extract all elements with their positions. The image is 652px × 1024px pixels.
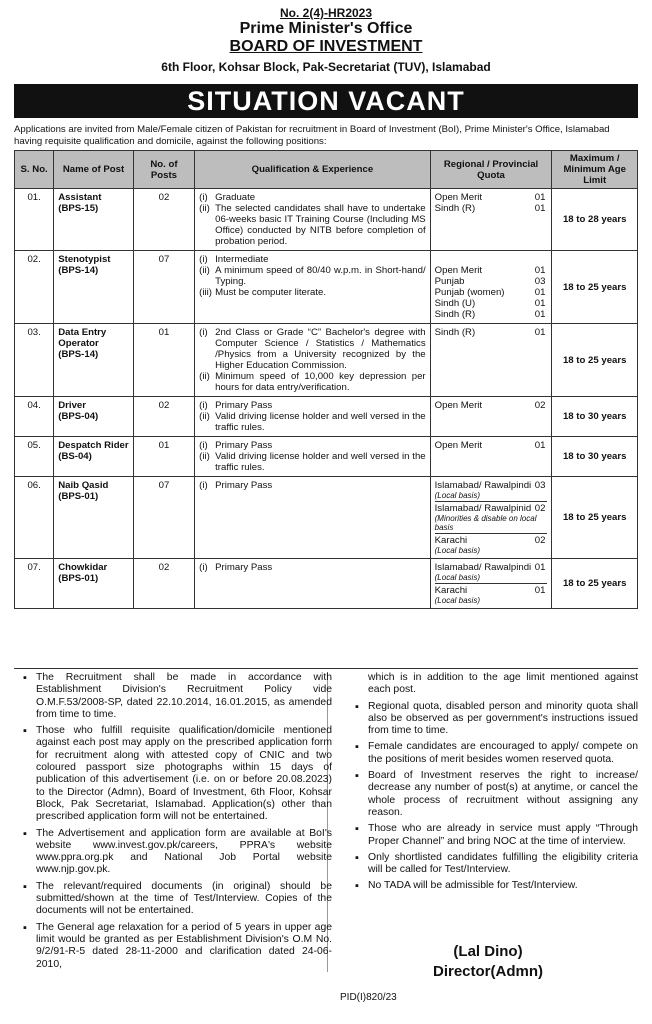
row-quota [430, 324, 552, 397]
note-continuation [346, 672, 638, 697]
table-row [15, 189, 638, 251]
quota-note: (Local basis) [434, 491, 480, 500]
qualification-item [199, 562, 426, 573]
qualification-item [199, 480, 426, 491]
row-post [54, 324, 134, 397]
row-post-count: 02 [133, 189, 194, 251]
qualification-number: (iii) [199, 287, 212, 298]
row-sno: 04. [15, 397, 54, 437]
qualification-number: (ii) [199, 371, 210, 382]
qualification-item [199, 254, 426, 265]
note-text: The relevant/required documents (in original) should be submitted/shown at the time of Test/Interview. Copies of the documents will not be entertained. [36, 880, 332, 917]
bullet-icon: ▪ [23, 725, 27, 738]
note-text: Board of Investment reserves the right to increase/ decrease any number of post(s) at anytime, or cancel the whole process of recruitment without assigning any reason. [368, 770, 638, 818]
qualification-number: (i) [199, 327, 208, 338]
qualification-number: (ii) [199, 203, 210, 214]
intro-paragraph: Applications are invited from Male/Female citizen of Pakistan for recruitment in Board of Investment (BoI), Prime Minister's Office, Islamabad having requisite qualification and domicile, against the following positions: [14, 124, 610, 147]
note-text: Female candidates are encouraged to apply/ compete on the positions of merit besides women reserved quota. [368, 741, 638, 765]
post-grade: (BPS-01) [58, 491, 99, 502]
quota-note: (Local basis) [434, 596, 480, 605]
row-age-limit: 18 to 25 years [552, 324, 638, 397]
row-quota [430, 437, 552, 477]
note-text: No TADA will be admissible for Test/Interview. [368, 880, 578, 892]
qualification-item [199, 265, 426, 287]
header-sno: S. No. [15, 151, 54, 189]
qualification-number: (ii) [199, 451, 210, 462]
row-post [54, 397, 134, 437]
row-post-count: 01 [133, 324, 194, 397]
qualification-number: (i) [199, 440, 208, 451]
notes-divider [14, 668, 638, 669]
quota-item [435, 535, 548, 546]
row-qualification [195, 324, 431, 397]
quota-count: 01 [534, 265, 546, 276]
quota-item [435, 203, 548, 214]
row-age-limit: 18 to 28 years [552, 189, 638, 251]
row-sno: 07. [15, 559, 54, 609]
qualification-item [199, 203, 426, 247]
note-text: Those who fulfill requisite qualification/domicile mentioned against each post may apply on the prescribed application form for recruitment along with attested copy of CNIC and two coloured passport size photographs within 15 days of publication of this advertisement (i.e. on or before 20.08.2023) to the Director (Admn), Board of Investment, 6th Floor, Kohsar Block, Pak Secretariat, Islamabad. Application(s) other than prescribed application form will not be entertained. [36, 725, 332, 823]
note-text: The General age relaxation for a period of 5 years in upper age limit would be granted as per Establishment Division's O.M No. 9/2/91-R-5 dated 28-11-2000 and clarification dated 24-06-2010, [36, 921, 332, 970]
row-post-count: 02 [133, 397, 194, 437]
post-grade: (BS-04) [58, 451, 92, 462]
office-name: Prime Minister's Office [239, 20, 413, 37]
qualification-text: Intermediate [215, 254, 269, 265]
quota-count: 01 [534, 287, 546, 298]
situation-vacant-banner: SITUATION VACANT [14, 84, 638, 118]
quota-item [435, 309, 548, 320]
note-item [14, 881, 332, 918]
quota-count: 03 [534, 276, 546, 287]
row-post [54, 189, 134, 251]
post-name: Data Entry Operator [58, 327, 107, 349]
qualification-item [199, 192, 426, 203]
qualification-number: (i) [199, 562, 208, 573]
header-qualification: Qualification & Experience [195, 151, 431, 189]
table-row [15, 397, 638, 437]
quota-count: 03 [534, 480, 546, 491]
qualification-text: A minimum speed of 80/40 w.p.m. in Short-hand/ Typing. [215, 265, 426, 287]
note-item [346, 852, 638, 877]
note-text: which is in addition to the age limit mentioned against each post. [368, 672, 638, 696]
quota-region: Sindh (R) [434, 327, 476, 338]
row-quota [430, 477, 552, 559]
bullet-icon: ▪ [23, 672, 27, 684]
row-post [54, 437, 134, 477]
bullet-icon: ▪ [355, 880, 359, 893]
quota-note: (Local basis) [434, 546, 480, 555]
quota-region: Open Merit [434, 400, 483, 411]
post-name: Despatch Rider [58, 440, 129, 451]
table-row [15, 324, 638, 397]
qualification-item [199, 400, 426, 411]
qualification-number: (ii) [199, 265, 210, 276]
quota-count: 02 [534, 535, 546, 546]
table-row [15, 251, 638, 324]
note-item [14, 922, 332, 971]
row-qualification [195, 397, 431, 437]
quota-separator [435, 533, 548, 534]
quota-item [435, 192, 548, 203]
row-quota [430, 189, 552, 251]
quota-note: (Local basis) [434, 573, 480, 582]
quota-region: Punjab [434, 276, 465, 287]
row-sno: 02. [15, 251, 54, 324]
quota-region: Islamabad/ Rawalpindi [434, 562, 532, 573]
note-item [346, 701, 638, 738]
quota-item [435, 562, 548, 573]
row-age-limit: 18 to 25 years [552, 559, 638, 609]
note-text: The Recruitment shall be made in accordance with Establishment Division's Recruitment Policy vide O.M.F.53/2008-SP, dated 22.10.2014, 16.01.2015, as amended from time to time. [36, 672, 332, 720]
qualification-text: Valid driving license holder and well versed in the traffic rules. [215, 451, 426, 473]
quota-count: 01 [534, 309, 546, 320]
table-row [15, 477, 638, 559]
qualification-number: (i) [199, 254, 208, 265]
qualification-item [199, 440, 426, 451]
quota-count: 01 [534, 298, 546, 309]
signatory-name: (Lal Dino) [453, 943, 523, 960]
quota-item [435, 480, 548, 491]
qualification-text: Primary Pass [215, 480, 273, 491]
quota-item [435, 400, 548, 411]
post-grade: (BPS-15) [58, 203, 99, 214]
note-item [346, 741, 638, 766]
row-qualification [195, 559, 431, 609]
quota-count: 01 [534, 327, 546, 338]
quota-region: Islamabad/ Rawalpinid [434, 503, 532, 514]
table-row [15, 559, 638, 609]
qualification-item [199, 451, 426, 473]
row-qualification [195, 437, 431, 477]
quota-region: Sindh (R) [434, 203, 476, 214]
quota-note: (Minorities & disable on local basis [434, 514, 537, 532]
row-age-limit: 18 to 30 years [552, 397, 638, 437]
note-text: Those who are already in service must apply “Through Proper Channel” and bring NOC at the time of interview. [368, 823, 638, 847]
bullet-icon: ▪ [23, 880, 27, 893]
post-grade: (BPS-01) [58, 573, 99, 584]
quota-count: 01 [534, 440, 546, 451]
row-post-count: 07 [133, 477, 194, 559]
header-age: Maximum / Minimum Age Limit [552, 151, 638, 189]
row-age-limit: 18 to 25 years [552, 251, 638, 324]
qualification-item [199, 327, 426, 371]
row-qualification [195, 477, 431, 559]
note-text: Only shortlisted candidates fulfilling the eligibility criteria will be called for Test/Interview. [368, 851, 638, 876]
bullet-icon: ▪ [355, 851, 359, 864]
bullet-icon: ▪ [355, 741, 359, 754]
quota-region: Open Merit [434, 192, 483, 203]
header-quota: Regional / Provincial Quota [430, 151, 552, 189]
post-name: Driver [58, 400, 86, 411]
row-post [54, 477, 134, 559]
qualification-text: Primary Pass [215, 400, 273, 411]
qualification-text: The selected candidates shall have to undertake 06-weeks basic IT Training Course (Including MS Office) conducted by NITB before completion of probation period. [215, 203, 426, 247]
qualification-number: (i) [199, 192, 208, 203]
quota-count: 02 [534, 400, 546, 411]
row-age-limit: 18 to 30 years [552, 437, 638, 477]
quota-region: Open Merit [434, 265, 483, 276]
quota-item [435, 327, 548, 338]
post-name: Assistant [58, 192, 102, 203]
bullet-icon: ▪ [355, 700, 359, 713]
board-name: BOARD OF INVESTMENT [229, 38, 423, 55]
qualification-text: Graduate [215, 192, 256, 203]
quota-region: Open Merit [434, 440, 483, 451]
quota-region: Sindh (U) [434, 298, 476, 309]
post-name: Naib Qasid [58, 480, 109, 491]
quota-separator [435, 583, 548, 584]
post-grade: (BPS-04) [58, 411, 99, 422]
quota-count: 01 [534, 562, 546, 573]
quota-count: 01 [534, 203, 546, 214]
quota-item [435, 440, 548, 451]
quota-count: 01 [534, 192, 546, 203]
row-quota [430, 559, 552, 609]
bullet-icon: ▪ [23, 921, 27, 934]
quota-separator [435, 501, 548, 502]
notes-right-column [346, 672, 638, 897]
quota-region: Karachi [434, 585, 468, 596]
quota-item [435, 287, 548, 298]
notes-left-column [14, 672, 332, 975]
qualification-number: (i) [199, 400, 208, 411]
note-item [346, 823, 638, 848]
post-name: Stenotypist [58, 254, 111, 265]
qualification-text: 2nd Class or Grade “C” Bachelor's degree with Computer Science / Statistics / Mathematics /Physics from a University recognized by the Higher Education Commission. [215, 327, 426, 371]
row-sno: 03. [15, 324, 54, 397]
quota-item [435, 503, 548, 514]
row-post [54, 251, 134, 324]
bullet-icon: ▪ [23, 827, 27, 840]
post-name: Chowkidar [58, 562, 108, 573]
quota-item [435, 585, 548, 596]
qualification-text: Primary Pass [215, 440, 273, 451]
quota-region: Punjab (women) [434, 287, 505, 298]
note-text: Regional quota, disabled person and minority quota shall also be observed as per government's instructions issued from time to time. [368, 700, 638, 737]
row-age-limit: 18 to 25 years [552, 477, 638, 559]
row-qualification [195, 189, 431, 251]
row-post [54, 559, 134, 609]
qualification-number: (i) [199, 480, 208, 491]
note-item [346, 880, 638, 892]
quota-region: Islamabad/ Rawalpindi [434, 480, 532, 491]
row-sno: 05. [15, 437, 54, 477]
quota-region: Karachi [434, 535, 468, 546]
signatory-title: Director(Admn) [432, 963, 543, 980]
note-item [14, 725, 332, 823]
positions-table [14, 150, 638, 609]
header-post: Name of Post [54, 151, 134, 189]
signature-block [408, 942, 568, 982]
header-count: No. of Posts [133, 151, 194, 189]
note-item [14, 672, 332, 721]
quota-region: Sindh (R) [434, 309, 476, 320]
row-post-count: 07 [133, 251, 194, 324]
row-qualification [195, 251, 431, 324]
qualification-text: Minimum speed of 10,000 key depression per hours for data entry/verification. [215, 371, 426, 393]
bullet-icon: ▪ [355, 770, 359, 783]
quota-count: 02 [534, 503, 546, 514]
pid-number: PID(I)820/23 [340, 992, 397, 1003]
office-address: 6th Floor, Kohsar Block, Pak-Secretariat (TUV), Islamabad [161, 60, 491, 74]
qualification-item [199, 287, 426, 298]
qualification-text: Valid driving license holder and well versed in the traffic rules. [215, 411, 426, 433]
note-text: The Advertisement and application form are available at BoI's website www.invest.gov.pk/careers, PPRA's website www.ppra.org.pk and National Job Portal website www.njp.gov.pk. [36, 827, 332, 876]
row-post-count: 01 [133, 437, 194, 477]
quota-count: 01 [534, 585, 546, 596]
qualification-text: Primary Pass [215, 562, 273, 573]
quota-item [435, 265, 548, 276]
qualification-item [199, 411, 426, 433]
row-post-count: 02 [133, 559, 194, 609]
qualification-item [199, 371, 426, 393]
note-item [14, 828, 332, 877]
quota-item [435, 298, 548, 309]
bullet-icon: ▪ [355, 823, 359, 836]
note-item [346, 770, 638, 819]
post-grade: (BPS-14) [58, 349, 99, 360]
reference-number: No. 2(4)-HR2023 [279, 6, 373, 20]
qualification-number: (ii) [199, 411, 210, 422]
row-quota [430, 397, 552, 437]
quota-item [435, 276, 548, 287]
row-quota [430, 251, 552, 324]
table-row [15, 437, 638, 477]
post-grade: (BPS-14) [58, 265, 99, 276]
table-header-row [15, 151, 638, 189]
row-sno: 06. [15, 477, 54, 559]
row-sno: 01. [15, 189, 54, 251]
qualification-text: Must be computer literate. [215, 287, 327, 298]
